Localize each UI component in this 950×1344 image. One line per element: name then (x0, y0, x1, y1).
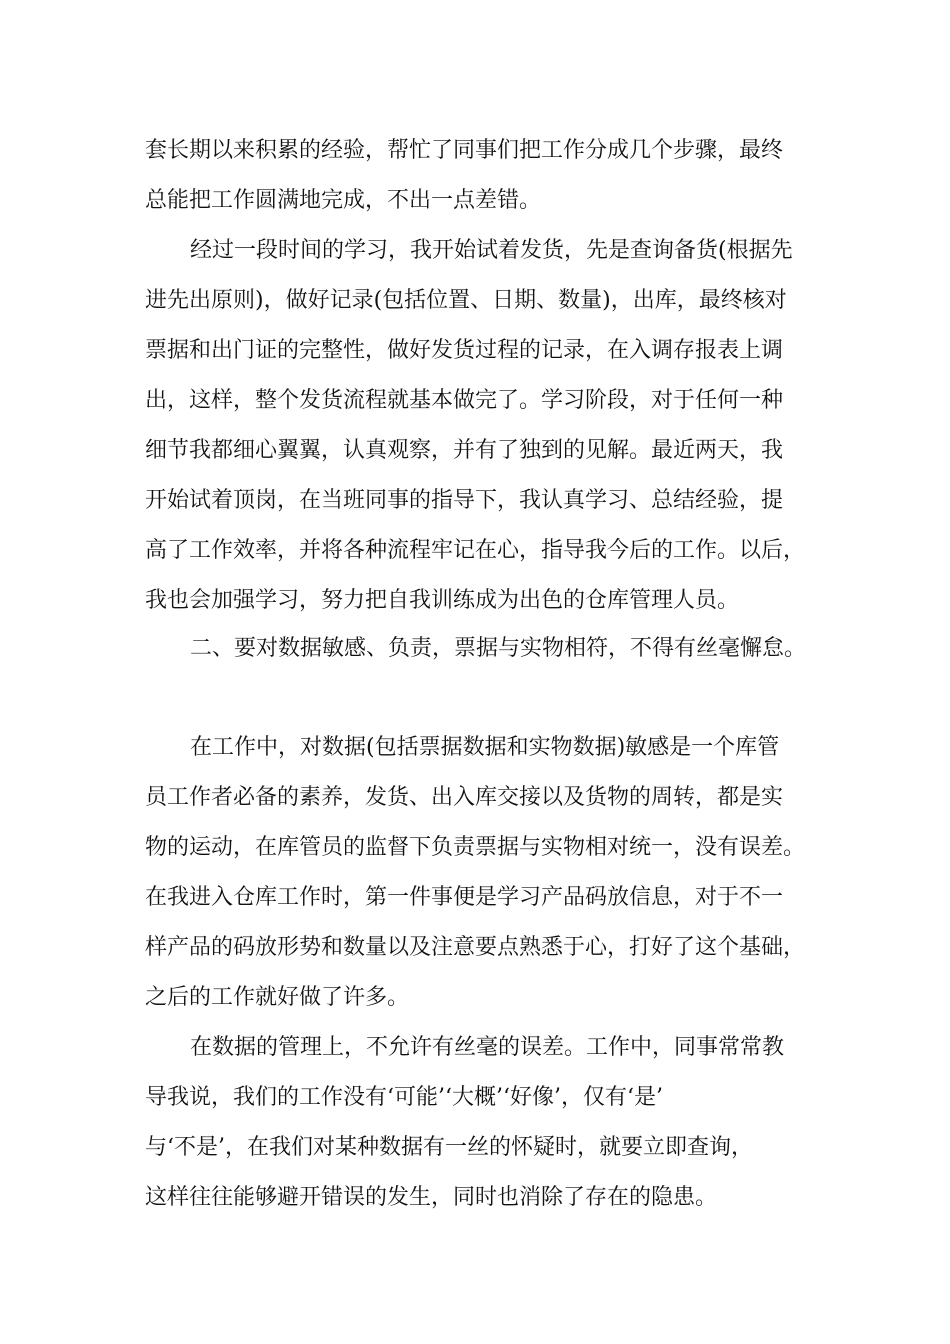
text-line: 在我进入仓库工作时，第一件事便是学习产品码放信息，对于不一 (145, 885, 784, 910)
text-line: 物的运动，在库管员的监督下负责票据与实物相对统一，没有误差。 (145, 835, 806, 860)
text-line: 进先出原则)，做好记录(包括位置、日期、数量)，出库，最终核对 (145, 288, 787, 313)
paragraph-first-line: 在工作中，对数据(包括票据数据和实物数据)敏感是一个库管 (190, 735, 780, 760)
paragraph-first-line: 经过一段时间的学习，我开始试着发货，先是查询备货(根据先 (190, 238, 793, 263)
text-line: 细节我都细心翼翼，认真观察，并有了独到的见解。最近两天，我 (145, 438, 784, 463)
text-line: 票据和出门证的完整性，做好发货过程的记录，在入调存报表上调 (145, 338, 784, 363)
text-line: 之后的工作就好做了许多。 (145, 985, 410, 1010)
text-line: 套长期以来积累的经验，帮忙了同事们把工作分成几个步骤，最终 (145, 138, 784, 163)
text-line: 与‘不是’，在我们对某种数据有一丝的怀疑时，就要立即查询， (145, 1135, 753, 1160)
text-line: 我也会加强学习，努力把自我训练成为出色的仓库管理人员。 (145, 588, 740, 613)
text-line: 出，这样，整个发货流程就基本做完了。学习阶段，对于任何一种 (145, 388, 784, 413)
text-line: 员工作者必备的素养，发货、出入库交接以及货物的周转，都是实 (145, 785, 784, 810)
text-line: 导我说，我们的工作没有‘可能’‘大概’‘好像’，仅有‘是’ (145, 1085, 663, 1110)
text-line: 这样往往能够避开错误的发生，同时也消除了存在的隐患。 (145, 1185, 718, 1210)
text-line: 开始试着顶岗，在当班同事的指导下，我认真学习、总结经验，提 (145, 488, 784, 513)
paragraph-first-line: 在数据的管理上，不允许有丝毫的误差。工作中，同事常常教 (190, 1035, 785, 1060)
text-line: 高了工作效率，并将各种流程牢记在心，指导我今后的工作。以后， (145, 538, 806, 563)
text-line: 总能把工作圆满地完成，不出一点差错。 (145, 188, 542, 213)
section-heading: 二、要对数据敏感、负责，票据与实物相符，不得有丝毫懈怠。 (190, 636, 807, 661)
text-line: 样产品的码放形势和数量以及注意要点熟悉于心，打好了这个基础， (145, 935, 806, 960)
